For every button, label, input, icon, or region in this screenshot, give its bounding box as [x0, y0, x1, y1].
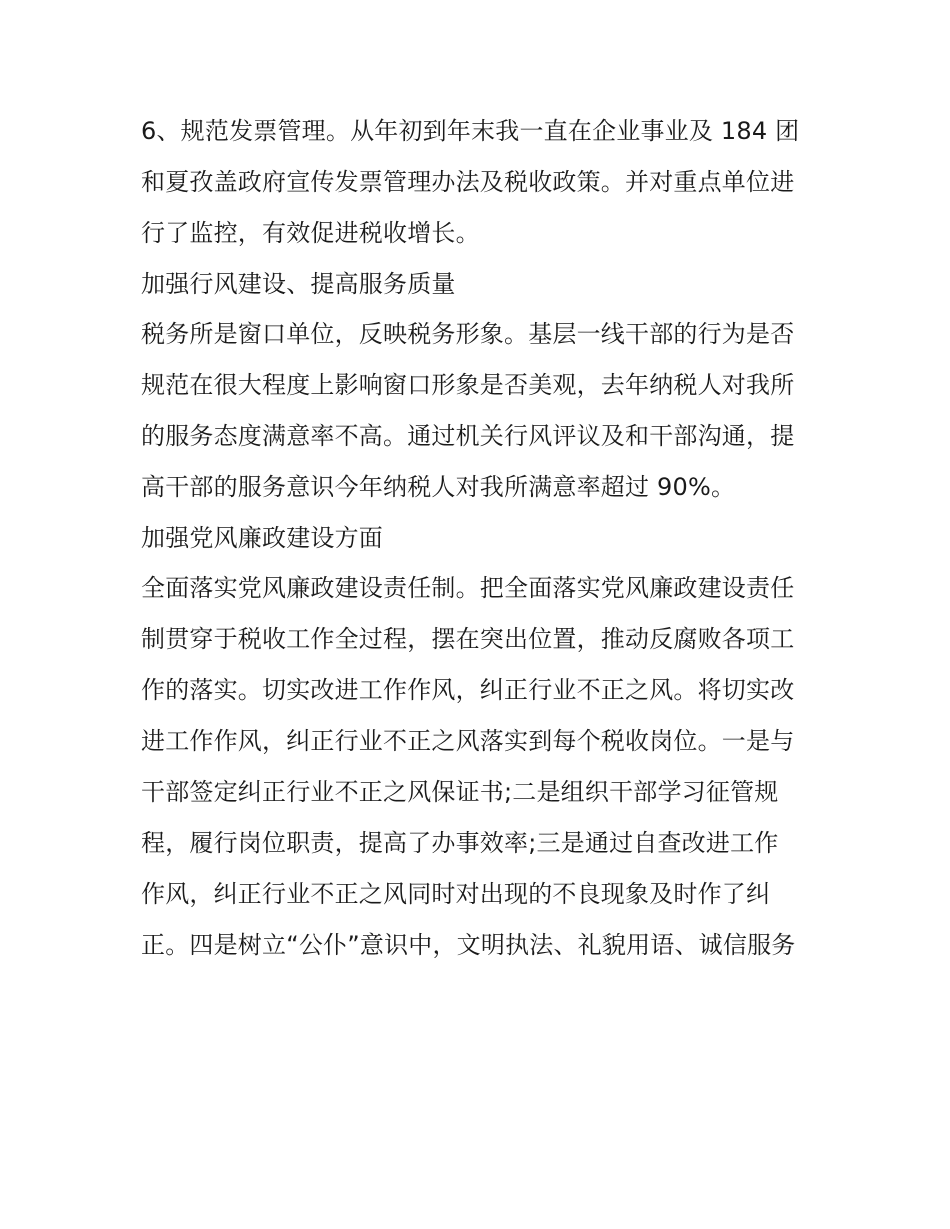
paragraph-invoice-management — [141, 106, 831, 259]
paragraph-integrity — [141, 563, 831, 971]
text-line: 高干部的服务意识今年纳税人对我所满意率超过 90%。 — [141, 473, 736, 501]
text-line: 正。四是树立“公仆”意识中，文明执法、礼貌用语、诚信服务 — [141, 931, 796, 959]
text-line: 的服务态度满意率不高。通过机关行风评议及和干部沟通，提 — [141, 422, 795, 450]
text-line: 制贯穿于税收工作全过程，摆在突出位置，推动反腐败各项工 — [141, 625, 795, 653]
text-line: 作风，纠正行业不正之风同时对出现的不良现象及时作了纠 — [141, 880, 771, 908]
text-line: 6、规范发票管理。从年初到年末我一直在企业事业及 184 团 — [141, 117, 800, 145]
text-line: 全面落实党风廉政建设责任制。把全面落实党风廉政建设责任 — [141, 574, 795, 602]
text-line: 和夏孜盖政府宣传发票管理办法及税收政策。并对重点单位进 — [141, 168, 795, 196]
document-body — [141, 106, 831, 971]
section-heading-service: 加强行风建设、提高服务质量 — [141, 270, 456, 298]
text-line: 程，履行岗位职责，提高了办事效率;三是通过自查改进工作 — [141, 829, 779, 857]
text-line: 规范在很大程度上影响窗口形象是否美观，去年纳税人对我所 — [141, 371, 795, 399]
section-heading-integrity: 加强党风廉政建设方面 — [141, 524, 383, 552]
paragraph-service-quality — [141, 309, 831, 513]
text-line: 进工作作风，纠正行业不正之风落实到每个税收岗位。一是与 — [141, 727, 795, 755]
text-line: 干部签定纠正行业不正之风保证书;二是组织干部学习征管规 — [141, 778, 779, 806]
text-line: 作的落实。切实改进工作作风，纠正行业不正之风。将切实改 — [141, 676, 795, 704]
text-line: 行了监控，有效促进税收增长。 — [141, 219, 480, 247]
text-line: 税务所是窗口单位，反映税务形象。基层一线干部的行为是否 — [141, 320, 795, 348]
